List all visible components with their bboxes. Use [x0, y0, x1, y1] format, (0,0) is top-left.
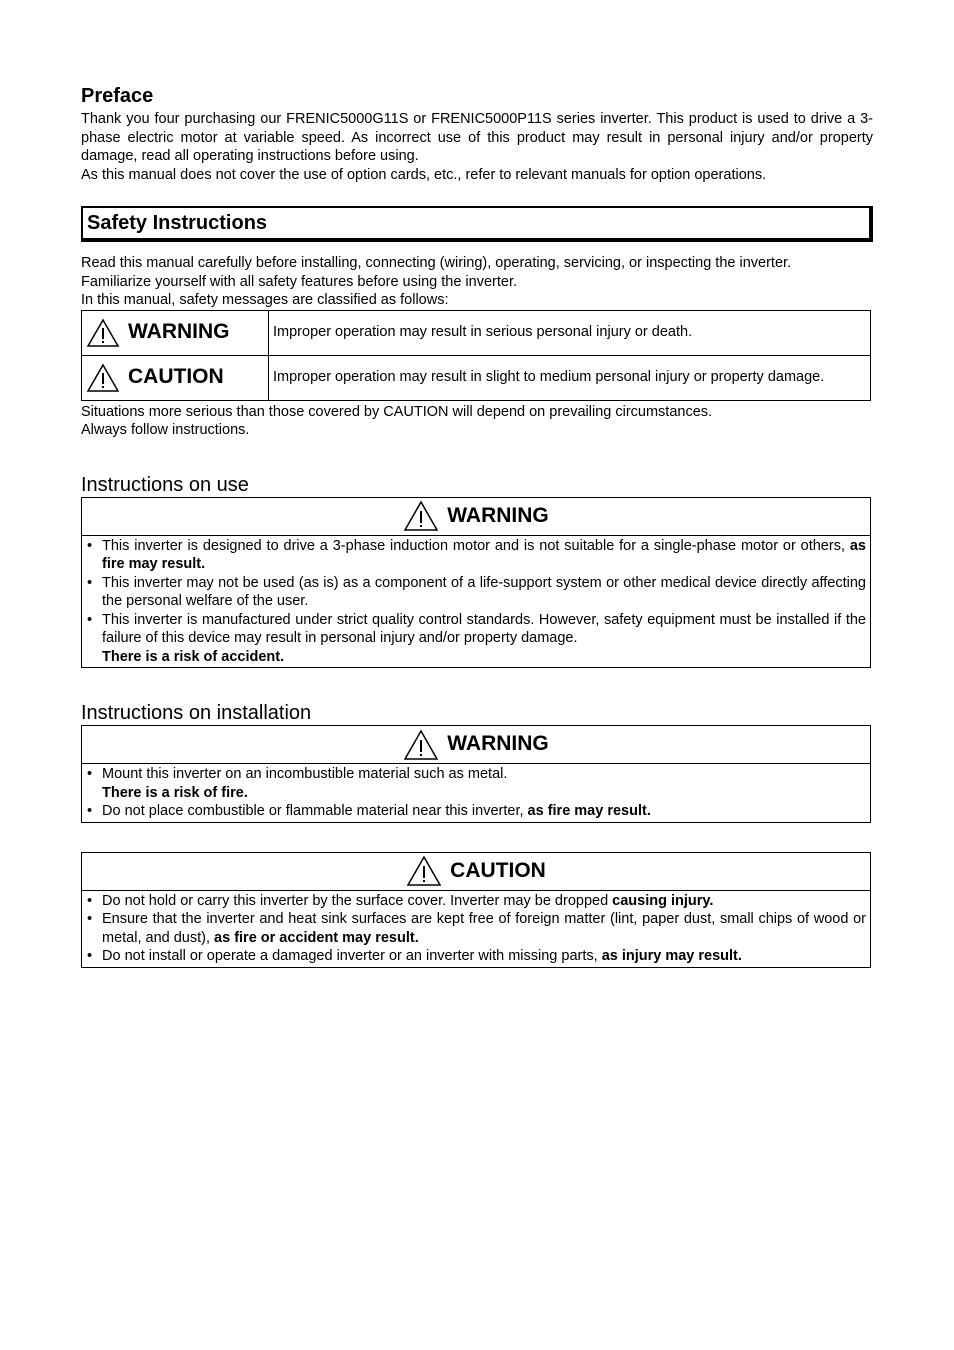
- safety-instructions-header: [81, 206, 873, 242]
- use-warning-box: [81, 497, 871, 669]
- safety-instructions-title: Safety Instructions: [87, 212, 268, 234]
- preface-title: Preface: [81, 85, 154, 107]
- installation-caution-header: [82, 853, 870, 891]
- manual-page: [81, 84, 873, 968]
- safety-intro-2: Familiarize yourself with all safety features before using the inverter.: [81, 273, 518, 290]
- installation-caution-list: [82, 891, 870, 967]
- list-item: • Ensure that the inverter and heat sink surfaces are kept free of foreign matter (lint, paper dust, small chips of wood or metal, and dust), as fire or accident may result.: [102, 910, 866, 947]
- list-item: • This inverter is manufactured under strict quality control standards. However, safety equipment must be installed if the failure of this device may result in personal injury and/or property damage.: [102, 611, 866, 648]
- list-item: • Do not hold or carry this inverter by the surface cover. Inverter may be dropped causing injury.: [102, 892, 866, 911]
- level-label-caution: CAUTION: [128, 365, 224, 389]
- safety-after-2: Always follow instructions.: [81, 422, 250, 438]
- use-heading: Instructions on use: [81, 473, 249, 496]
- list-item: • Mount this inverter on an incombustible material such as metal. There is a risk of fire.: [102, 765, 866, 802]
- safety-levels-table: [81, 310, 871, 401]
- safety-intro-3: In this manual, safety messages are classified as follows:: [81, 292, 449, 308]
- safety-intro: [81, 254, 873, 310]
- use-risk-note: There is a risk of accident.: [102, 648, 285, 665]
- preface-para-1: Thank you four purchasing our FRENIC5000G11S or FRENIC5000P11S series inverter. This product is used to drive a 3-phase electric motor at variable speed. As incorrect use of this product may result in personal injury and/or property damage, read all operating instructions before using.: [81, 111, 873, 164]
- installation-caution-label: CAUTION: [450, 858, 546, 882]
- preface-para-2: As this manual does not cover the use of option cards, etc., refer to relevant manuals for option operations.: [81, 166, 767, 183]
- warning-triangle-icon: [403, 729, 439, 761]
- warning-triangle-icon: [86, 363, 120, 393]
- use-warning-list: [82, 536, 870, 668]
- warning-triangle-icon: [403, 500, 439, 532]
- use-warning-header: [82, 498, 870, 536]
- list-item: • This inverter is designed to drive a 3-phase induction motor and is not suitable for a single-phase motor or others, as fire may result.: [102, 537, 866, 574]
- level-desc-warning: Improper operation may result in serious personal injury or death.: [269, 310, 871, 355]
- list-item: • This inverter may not be used (as is) as a component of a life-support system or other medical device directly affecting the personal welfare of the user.: [102, 574, 866, 611]
- installation-warning-header: [82, 726, 870, 764]
- warning-triangle-icon: [86, 318, 120, 348]
- safety-after-1: Situations more serious than those covered by CAUTION will depend on prevailing circumstances.: [81, 403, 713, 420]
- list-item: • Do not install or operate a damaged inverter or an inverter with missing parts, as injury may result.: [102, 947, 866, 966]
- warning-triangle-icon: [406, 855, 442, 887]
- level-desc-caution: Improper operation may result in slight to medium personal injury or property damage.: [269, 355, 871, 400]
- safety-after-notes: [81, 403, 873, 440]
- installation-warning-box: [81, 725, 871, 823]
- installation-heading: Instructions on installation: [81, 702, 312, 724]
- installation-warning-list: [82, 764, 870, 822]
- level-row-caution: [82, 355, 871, 400]
- installation-caution-box: [81, 852, 871, 968]
- level-row-warning: [82, 310, 871, 355]
- use-warning-label: WARNING: [447, 503, 549, 527]
- safety-intro-1: Read this manual carefully before installing, connecting (wiring), operating, servicing, or inspecting the inverter.: [81, 255, 792, 271]
- list-item: • Do not place combustible or flammable material near this inverter, as fire may result.: [102, 802, 866, 821]
- installation-warning-label: WARNING: [447, 732, 549, 756]
- level-label-warning: WARNING: [128, 320, 230, 344]
